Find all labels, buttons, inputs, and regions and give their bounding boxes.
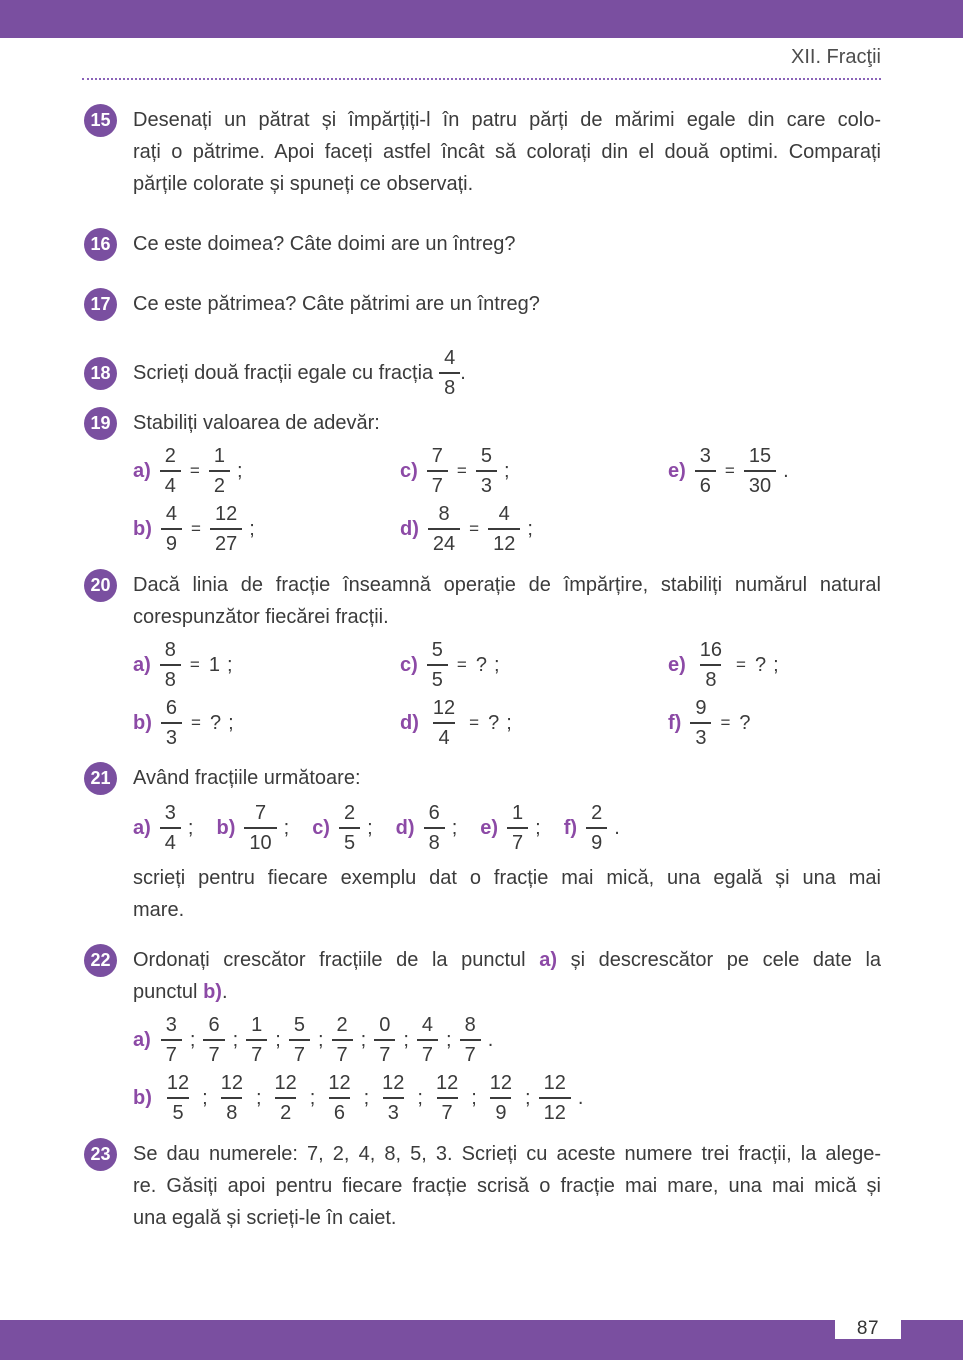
exercise-number-badge: 19 — [84, 407, 117, 440]
text-line — [133, 976, 881, 1008]
separator: ; — [309, 1086, 316, 1109]
text-segment: și descrescător pe cele date la — [557, 949, 881, 971]
fraction-denominator: 12 — [488, 528, 520, 554]
separator: ; — [202, 1086, 208, 1109]
fraction-denominator: 2 — [275, 1097, 296, 1123]
separator: ; — [275, 1028, 281, 1051]
exercise — [84, 228, 881, 261]
end-punctuation: . — [487, 1028, 494, 1051]
equation-item — [668, 639, 881, 691]
fraction — [160, 446, 181, 496]
fraction-numerator: 8 — [438, 503, 450, 525]
fraction — [216, 1073, 248, 1123]
top-purple-bar — [0, 0, 963, 38]
chapter-header: XII. Fracţii — [790, 46, 881, 68]
text-line: re. Găsiți apoi pentru fiecare fracție scrisă o fracție mai mare, una mai mică și — [133, 1175, 881, 1197]
fraction-numerator: 3 — [699, 445, 711, 467]
fraction-numerator: 12 — [489, 1072, 513, 1094]
text-line: Desenați un pătrat și împărțiți-l în patru părți de mărimi egale din care colo- — [133, 109, 881, 131]
equation-grid — [133, 445, 881, 555]
separator: ; — [360, 1028, 367, 1051]
paragraph — [133, 944, 881, 1008]
end-punctuation: ; — [228, 711, 234, 734]
text-line: corespunzător fiecărei fracții. — [133, 606, 389, 628]
fraction-denominator: 5 — [167, 1097, 188, 1123]
fraction — [210, 504, 242, 554]
fraction-denominator: 3 — [383, 1097, 404, 1123]
fraction-numerator: 15 — [748, 445, 772, 467]
fraction-denominator: 3 — [476, 470, 497, 496]
fraction-numerator: 5 — [431, 639, 443, 661]
equation-item — [400, 639, 668, 691]
dotted-divider — [82, 78, 881, 80]
fraction-denominator: 10 — [244, 827, 276, 853]
text-segment: . — [221, 981, 228, 1003]
equation-item — [133, 445, 400, 497]
fraction-numerator: 8 — [164, 639, 176, 661]
fraction-numerator: 1 — [213, 445, 225, 467]
text-line: Se dau numerele: 7, 2, 4, 8, 5, 3. Scrieți cu aceste numere trei fracții, la alege- — [133, 1143, 881, 1165]
paragraph — [133, 407, 881, 439]
fraction-denominator: 7 — [437, 1097, 458, 1123]
fraction — [417, 1015, 438, 1065]
end-punctuation: ; — [451, 816, 458, 839]
exercise-body — [133, 104, 881, 200]
right-value: ? — [488, 711, 500, 734]
fraction — [289, 1015, 310, 1065]
end-punctuation: ; — [506, 711, 512, 734]
fraction-list-item — [312, 803, 372, 853]
fraction — [377, 1073, 409, 1123]
fraction-list-item — [480, 803, 540, 853]
paragraph — [133, 762, 881, 794]
end-punctuation: . — [783, 459, 789, 482]
fraction — [428, 698, 460, 748]
fraction — [270, 1073, 302, 1123]
exercise-body — [133, 569, 881, 755]
fraction — [160, 803, 181, 853]
exercise-body — [133, 762, 881, 926]
item-letter-label: d) — [400, 711, 419, 734]
item-letter-label: a) — [133, 1028, 151, 1051]
fraction-list-item — [133, 803, 193, 853]
end-punctuation: ; — [367, 816, 373, 839]
fraction — [431, 1073, 463, 1123]
fraction-denominator: 30 — [744, 470, 776, 496]
exercise-body — [133, 944, 881, 1130]
fraction-numerator: 16 — [699, 639, 723, 661]
fraction-numerator: 3 — [165, 1014, 177, 1036]
exercise-number-badge: 17 — [84, 288, 117, 321]
fraction-list-item — [216, 803, 289, 853]
fraction — [209, 446, 230, 496]
fraction-denominator: 7 — [507, 827, 528, 853]
exercise — [84, 407, 881, 561]
fraction-numerator: 4 — [444, 347, 456, 369]
fraction-numerator: 8 — [464, 1014, 476, 1036]
right-value: ? — [209, 711, 222, 734]
equation-row — [133, 445, 881, 497]
fraction — [744, 446, 776, 496]
fraction-denominator: 7 — [417, 1039, 438, 1065]
sentence-with-fraction — [133, 347, 881, 399]
fraction-denominator: 9 — [586, 827, 607, 853]
fraction-list-item — [564, 803, 620, 853]
fraction — [476, 446, 497, 496]
fraction-denominator: 24 — [428, 528, 460, 554]
separator: ; — [189, 1028, 196, 1051]
equation-item — [400, 697, 668, 749]
exercise-number-badge: 22 — [84, 944, 117, 977]
text-line — [133, 944, 881, 976]
fraction-denominator: 8 — [439, 372, 460, 398]
equals-sign: = — [189, 461, 200, 480]
fraction-numerator: 6 — [165, 697, 178, 719]
right-value: ? — [475, 653, 487, 676]
equation-row — [133, 697, 881, 749]
fraction-numerator: 4 — [498, 503, 510, 525]
separator: ; — [232, 1028, 239, 1051]
page-number: 87 — [856, 1318, 880, 1339]
item-letter-label: b) — [216, 816, 236, 839]
fraction — [695, 640, 727, 690]
fraction-numerator: 2 — [343, 802, 356, 824]
end-punctuation: ; — [226, 653, 233, 676]
equals-sign: = — [469, 519, 480, 538]
item-letter-label: c) — [312, 816, 330, 839]
equation-item — [668, 697, 881, 749]
fraction-numerator: 2 — [591, 802, 603, 824]
fraction — [428, 504, 460, 554]
item-letter-label: a) — [133, 653, 151, 676]
separator: ; — [417, 1086, 423, 1109]
text-line: Ce este doimea? Câte doimi are un întreg? — [133, 233, 516, 255]
text-line: una egală și scrieți-le în caiet. — [133, 1207, 397, 1229]
equation-item — [133, 503, 400, 555]
item-letter-label: e) — [480, 816, 499, 839]
fraction-numerator: 12 — [328, 1072, 351, 1094]
fraction-numerator: 9 — [695, 697, 707, 719]
fraction-numerator: 1 — [251, 1014, 263, 1036]
page-number-notch — [835, 1319, 901, 1339]
equation-row — [133, 639, 881, 691]
fraction-denominator: 5 — [339, 827, 360, 853]
exercise — [84, 762, 881, 926]
right-value: 1 — [208, 653, 220, 676]
fraction-numerator: 0 — [379, 1014, 391, 1036]
fraction-denominator: 7 — [460, 1039, 481, 1065]
fraction-numerator: 4 — [421, 1014, 434, 1036]
paragraph — [133, 1138, 881, 1234]
fraction-denominator: 8 — [221, 1097, 242, 1123]
fraction — [488, 504, 520, 554]
item-letter-label: c) — [400, 653, 418, 676]
fraction — [586, 803, 607, 853]
fraction-numerator: 3 — [164, 802, 176, 824]
exercise-number-badge: 18 — [84, 357, 117, 390]
text-segment: punctul — [133, 981, 204, 1003]
fraction-numerator: 6 — [428, 802, 440, 824]
fraction-numerator: 12 — [382, 1072, 405, 1094]
fraction-denominator: 7 — [332, 1039, 353, 1065]
paragraph — [133, 104, 881, 200]
fraction — [427, 640, 448, 690]
fraction-denominator: 9 — [490, 1097, 511, 1123]
fraction-numerator: 5 — [293, 1014, 305, 1036]
paragraph — [133, 288, 881, 320]
fraction-denominator: 7 — [246, 1039, 267, 1065]
fraction-denominator: 6 — [329, 1097, 350, 1123]
item-letter-label: b) — [133, 517, 152, 540]
fraction-denominator: 3 — [161, 722, 182, 748]
item-letter-label: e) — [668, 653, 686, 676]
fraction-numerator: 12 — [274, 1072, 297, 1094]
fraction-denominator: 4 — [433, 722, 454, 748]
fraction-denominator: 8 — [160, 664, 181, 690]
fraction-numerator: 6 — [208, 1014, 220, 1036]
equation-row — [133, 503, 881, 555]
fraction — [161, 1015, 182, 1065]
text-segment: . — [460, 361, 466, 384]
equation-item — [133, 639, 400, 691]
fraction-denominator: 4 — [160, 827, 181, 853]
exercise — [84, 569, 881, 755]
exercise — [84, 944, 881, 1130]
fraction-numerator: 1 — [512, 802, 524, 824]
fraction — [160, 640, 181, 690]
fraction — [695, 446, 716, 496]
fraction — [427, 446, 448, 496]
text-segment: Ordonați crescător fracțiile de la punctul — [133, 949, 540, 971]
fraction-denominator: 3 — [690, 722, 711, 748]
equation-item — [133, 697, 400, 749]
item-letter-label: b) — [133, 1086, 152, 1109]
fraction — [161, 504, 182, 554]
fraction-denominator: 7 — [203, 1039, 224, 1065]
equals-sign: = — [724, 461, 735, 480]
item-letter-label: b) — [133, 711, 152, 734]
text-line: Stabiliți valoarea de adevăr: — [133, 412, 380, 434]
item-letter-label: a) — [133, 459, 151, 482]
fraction-denominator: 7 — [374, 1039, 395, 1065]
text-line: Având fracțiile următoare: — [133, 767, 361, 789]
fraction-denominator: 2 — [209, 470, 230, 496]
fraction-numerator: 12 — [220, 1072, 243, 1094]
fraction-denominator: 8 — [424, 827, 445, 853]
equals-sign: = — [736, 655, 746, 674]
fraction-denominator: 27 — [210, 528, 242, 554]
end-punctuation: ; — [236, 459, 243, 482]
fraction-numerator: 12 — [214, 503, 238, 525]
paragraph — [133, 569, 881, 633]
bottom-purple-bar — [0, 1320, 963, 1360]
equals-sign: = — [191, 713, 201, 732]
separator: ; — [317, 1028, 324, 1051]
fraction — [460, 1015, 481, 1065]
fraction-denominator: 6 — [695, 470, 716, 496]
fraction-denominator: 5 — [427, 664, 448, 690]
end-punctuation: ; — [535, 816, 541, 839]
equation-item — [668, 445, 881, 497]
end-punctuation: . — [614, 816, 620, 839]
item-letter-label: d) — [395, 816, 415, 839]
paragraph — [133, 862, 881, 926]
item-letter-label: f) — [668, 711, 682, 734]
fraction — [439, 348, 460, 398]
fraction — [424, 803, 445, 853]
text-line: părțile colorate și spuneți ce observați. — [133, 173, 474, 195]
exercise-number-badge: 23 — [84, 1138, 117, 1171]
fraction-denominator: 7 — [427, 470, 448, 496]
fraction-denominator: 7 — [289, 1039, 310, 1065]
text-line: rați o pătrime. Apoi faceți astfel încât să colorați din el două optimi. Comparați — [133, 141, 881, 163]
fraction-numerator: 12 — [432, 697, 456, 719]
fraction-numerator: 2 — [164, 445, 176, 467]
fraction — [161, 698, 182, 748]
exercise-number-badge: 21 — [84, 762, 117, 795]
exercise-body — [133, 228, 881, 260]
fraction — [507, 803, 528, 853]
fraction-numerator: 4 — [165, 503, 178, 525]
fraction — [374, 1015, 395, 1065]
fraction — [485, 1073, 517, 1123]
fraction-sequence — [133, 1014, 881, 1066]
end-punctuation: . — [577, 1086, 584, 1109]
equals-sign: = — [720, 713, 731, 732]
fraction-numerator: 5 — [480, 445, 492, 467]
item-letter-label: a) — [133, 816, 151, 839]
exercise-number-badge: 15 — [84, 104, 117, 137]
exercise — [84, 104, 881, 200]
item-letter-label: d) — [400, 517, 419, 540]
end-punctuation: ; — [773, 653, 779, 676]
text-line: Dacă linia de fracție înseamnă operație de împărțire, stabiliți numărul natural — [133, 574, 881, 596]
paragraph — [133, 228, 881, 260]
right-value: ? — [739, 711, 751, 734]
separator: ; — [525, 1086, 531, 1109]
equation-item — [400, 503, 668, 555]
fraction-numerator: 7 — [254, 802, 267, 824]
exercise-body — [133, 347, 881, 399]
item-letter-label: b) — [203, 981, 222, 1003]
equals-sign: = — [191, 519, 201, 538]
fraction-denominator: 7 — [161, 1039, 182, 1065]
item-letter-label: a) — [539, 949, 558, 971]
fraction-denominator: 4 — [160, 470, 181, 496]
fraction — [690, 698, 711, 748]
exercise-number-badge: 20 — [84, 569, 117, 602]
fraction — [246, 1015, 267, 1065]
fraction-list — [133, 800, 881, 856]
end-punctuation: ; — [283, 816, 290, 839]
end-punctuation: ; — [527, 517, 533, 540]
end-punctuation: ; — [249, 517, 255, 540]
end-punctuation: ; — [503, 459, 510, 482]
exercise — [84, 1138, 881, 1234]
fraction — [323, 1073, 355, 1123]
fraction-numerator: 12 — [543, 1072, 566, 1094]
exercise-list — [84, 104, 881, 1234]
text-line: mare. — [133, 899, 185, 921]
exercise-body — [133, 1138, 881, 1234]
fraction-denominator: 8 — [700, 664, 721, 690]
equals-sign: = — [456, 655, 467, 674]
separator: ; — [255, 1086, 262, 1109]
fraction — [162, 1073, 194, 1123]
fraction-numerator: 12 — [166, 1072, 190, 1094]
item-letter-label: e) — [668, 459, 686, 482]
exercise — [84, 288, 881, 321]
equals-sign: = — [469, 713, 480, 732]
fraction-numerator: 7 — [431, 445, 443, 467]
fraction — [244, 803, 276, 853]
equals-sign: = — [189, 655, 200, 674]
separator: ; — [403, 1028, 409, 1051]
exercise-body — [133, 407, 881, 561]
equation-grid — [133, 639, 881, 749]
text-line: scrieți pentru fiecare exemplu dat o fracție mai mică, una egală și una mai — [133, 867, 881, 889]
exercise-body — [133, 288, 881, 320]
equation-item — [400, 445, 668, 497]
fraction — [339, 803, 360, 853]
separator: ; — [471, 1086, 477, 1109]
exercise — [84, 347, 881, 399]
item-letter-label: f) — [563, 816, 578, 839]
equals-sign: = — [456, 461, 467, 480]
fraction-denominator: 9 — [161, 528, 182, 554]
fraction-numerator: 2 — [336, 1014, 348, 1036]
fraction-denominator: 12 — [539, 1097, 571, 1123]
fraction-sequence — [133, 1072, 881, 1124]
exercise-number-badge: 16 — [84, 228, 117, 261]
text-segment: Scrieți două fracții egale cu fracția — [133, 361, 434, 384]
fraction — [332, 1015, 353, 1065]
item-letter-label: c) — [400, 459, 418, 482]
fraction — [203, 1015, 224, 1065]
end-punctuation: ; — [187, 816, 194, 839]
end-punctuation: ; — [493, 653, 500, 676]
text-line: Ce este pătrimea? Câte pătrimi are un întreg? — [133, 293, 540, 315]
separator: ; — [446, 1028, 452, 1051]
fraction-numerator: 12 — [435, 1072, 459, 1094]
fraction — [539, 1073, 571, 1123]
separator: ; — [363, 1086, 370, 1109]
fraction-list-item — [396, 803, 458, 853]
right-value: ? — [754, 653, 767, 676]
